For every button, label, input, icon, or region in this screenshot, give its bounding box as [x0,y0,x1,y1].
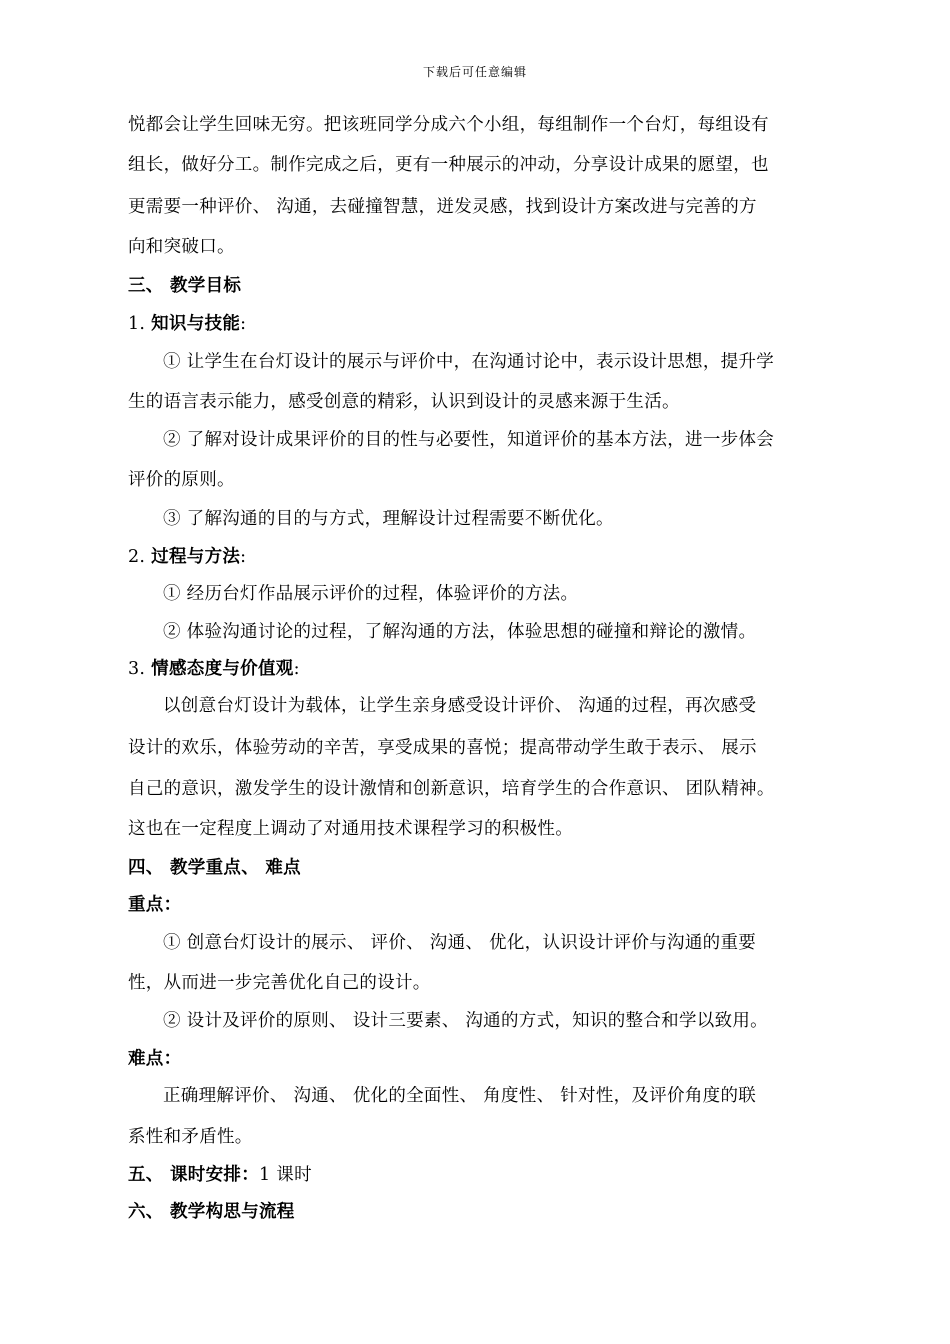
text-line: 系性和矛盾性。 [128,1127,253,1147]
text-line: ① 经历台灯作品展示评价的过程，体验评价的方法。 [163,584,579,604]
subheading-number: 2. [128,547,146,567]
section-heading-objectives: 三、 教学目标 [128,276,242,296]
schedule-title: 五、 课时安排： [128,1165,259,1185]
subheading-attitude [128,657,300,681]
label-key: 重点： [128,895,182,915]
text-line: 这也在一定程度上调动了对通用技术课程学习的积极性。 [128,819,573,839]
text-line: 设计的欢乐，体验劳动的辛苦，享受成果的喜悦；提高带动学生敢于表示、 展示 [128,738,757,758]
section-heading-key-points: 四、 教学重点、 难点 [128,858,301,878]
text-line: 自己的意识，激发学生的设计激情和创新意识，培育学生的合作意识、 团队精神。 [128,779,775,799]
page-header: 下载后可任意编辑 [422,65,527,79]
text-line: 生的语言表示能力，感受创意的精彩，认识到设计的灵感来源于生活。 [128,392,680,412]
subheading-title: 过程与方法 [151,547,241,567]
subheading-colon: : [240,547,247,567]
text-line: 正确理解评价、 沟通、 优化的全面性、 角度性、 针对性，及评价角度的联 [163,1086,757,1106]
text-line: 以创意台灯设计为载体，让学生亲身感受设计评价、 沟通的过程，再次感受 [163,696,757,716]
text-line: 组长，做好分工。制作完成之后，更有一种展示的冲动，分享设计成果的愿望，也 [128,155,769,175]
text-line: ③ 了解沟通的目的与方式，理解设计过程需要不断优化。 [163,509,614,529]
subheading-process [128,545,246,569]
text-line: 向和突破口。 [128,237,235,257]
text-line: 悦都会让学生回味无穷。把该班同学分成六个小组，每组制作一个台灯，每组设有 [128,115,769,135]
text-line: 评价的原则。 [128,470,235,490]
subheading-knowledge [128,312,246,336]
text-line: ② 体验沟通讨论的过程，了解沟通的方法，体验思想的碰撞和辩论的激情。 [163,622,757,642]
subheading-title: 情感态度与价值观 [151,659,294,679]
subheading-colon: : [240,314,247,334]
text-line: ② 了解对设计成果评价的目的性与必要性，知道评价的基本方法，进一步体会 [163,430,775,450]
section-heading-schedule [128,1163,312,1187]
text-line: ① 创意台灯设计的展示、 评价、 沟通、 优化，认识设计评价与沟通的重要 [163,933,757,953]
schedule-value: 1 课时 [259,1165,312,1185]
subheading-number: 1. [128,314,146,334]
subheading-number: 3. [128,659,146,679]
text-line: 更需要一种评价、 沟通，去碰撞智慧，迸发灵感，找到设计方案改进与完善的方 [128,197,757,217]
text-line: ② 设计及评价的原则、 设计三要素、 沟通的方式，知识的整合和学以致用。 [163,1011,768,1031]
subheading-title: 知识与技能 [151,314,241,334]
text-line: ① 让学生在台灯设计的展示与评价中，在沟通讨论中，表示设计思想，提升学 [163,352,775,372]
subheading-colon: : [293,659,300,679]
section-heading-design-flow: 六、 教学构思与流程 [128,1202,295,1222]
text-line: 性，从而进一步完善优化自己的设计。 [128,973,431,993]
label-difficulty: 难点： [128,1049,182,1069]
